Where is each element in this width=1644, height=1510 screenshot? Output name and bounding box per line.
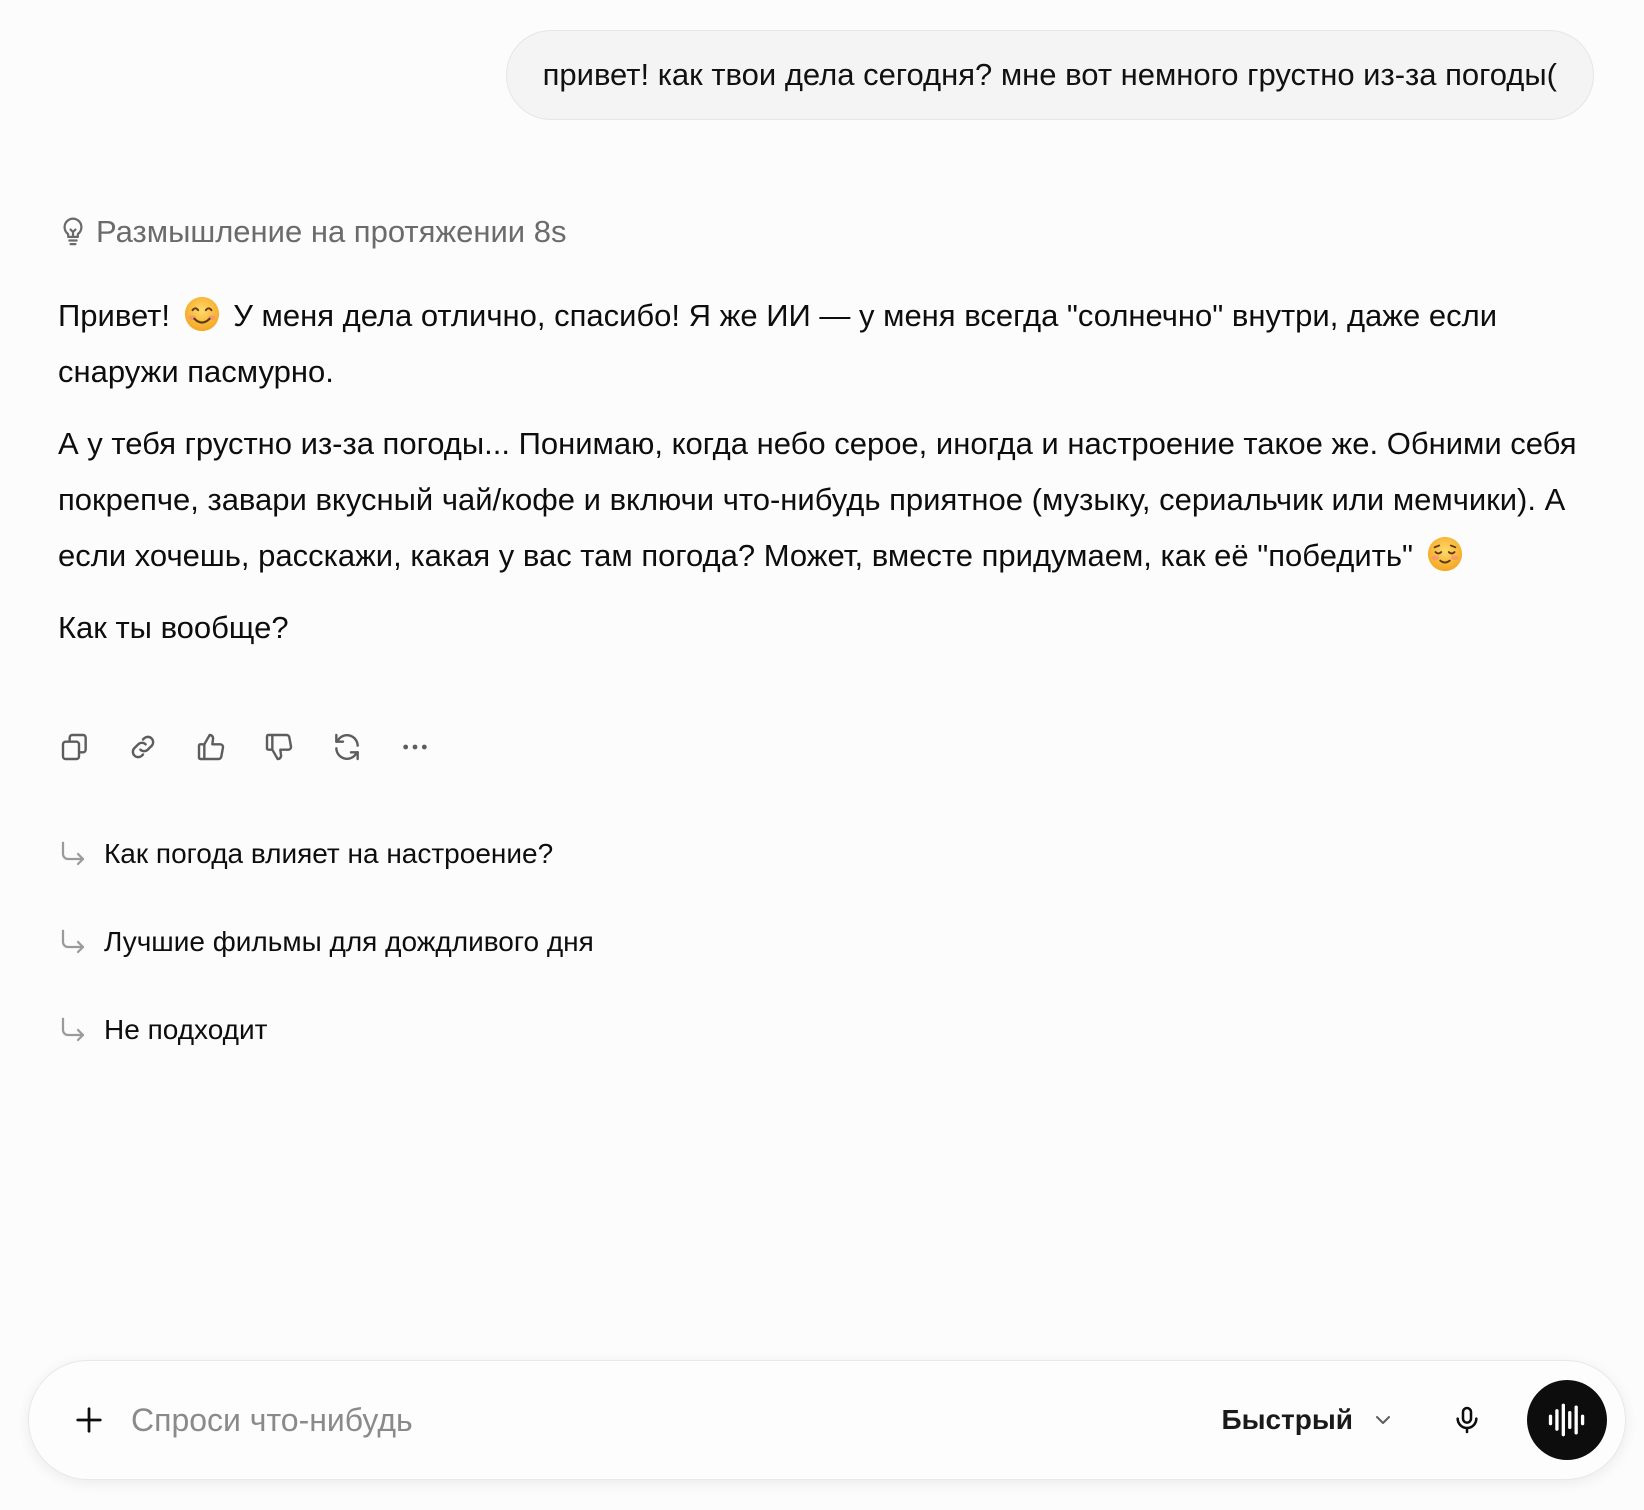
suggestion-item[interactable] (58, 826, 594, 882)
regenerate-button[interactable] (330, 730, 364, 764)
attach-button[interactable] (69, 1400, 109, 1440)
share-link-button[interactable] (126, 730, 160, 764)
regenerate-icon (331, 731, 363, 763)
arrow-return-icon (58, 839, 88, 869)
model-label: Быстрый (1221, 1404, 1353, 1435)
thumbs-down-icon (263, 731, 295, 763)
follow-up-suggestions (58, 826, 594, 1090)
assistant-response (58, 288, 1598, 672)
response-text-2: А у тебя грустно из-за погоды... Понимаю, когда небо серое, иногда и настроение такое же. Обними себя покрепче, завари вкусный чай/кофе и включи что-нибудь приятное (музыку, сериальчик или мемчики). А если хочешь, расскажи, какая у вас там погода? Может, вместе придумаем, как её "победить" (58, 426, 1577, 573)
response-text-1: У меня дела отлично, спасибо! Я же ИИ — у меня всегда "солнечно" внутри, даже если снаружи пасмурно. (58, 298, 1498, 389)
relieved-face-emoji (1426, 535, 1464, 573)
suggestion-label: Лучшие фильмы для дождливого дня (104, 926, 594, 957)
copy-button[interactable] (58, 730, 92, 764)
suggestion-label: Как погода влияет на настроение? (104, 838, 554, 869)
response-paragraph-3: Как ты вообще? (58, 610, 289, 645)
message-input[interactable] (129, 1390, 1221, 1450)
thumbs-down-button[interactable] (262, 730, 296, 764)
thumbs-up-button[interactable] (194, 730, 228, 764)
more-icon (399, 731, 431, 763)
copy-icon (59, 731, 91, 763)
suggestion-label: Не подходит (104, 1014, 268, 1045)
arrow-return-icon (58, 927, 88, 957)
response-paragraph-1 (58, 288, 1598, 400)
chevron-down-icon (1371, 1408, 1395, 1432)
dictate-button[interactable] (1445, 1398, 1489, 1442)
thinking-indicator[interactable] (58, 214, 566, 250)
user-message-row (506, 30, 1594, 120)
thumbs-up-icon (195, 731, 227, 763)
suggestion-item[interactable] (58, 1002, 594, 1058)
smiling-face-emoji (183, 295, 221, 333)
arrow-return-icon (58, 1015, 88, 1045)
more-button[interactable] (398, 730, 432, 764)
microphone-icon (1451, 1404, 1483, 1436)
link-icon (127, 731, 159, 763)
lightbulb-icon (58, 215, 88, 249)
sound-wave-icon (1545, 1398, 1589, 1442)
suggestion-item[interactable] (58, 914, 594, 970)
response-greeting: Привет! (58, 298, 170, 333)
response-paragraph-2 (58, 416, 1598, 584)
user-message-bubble: привет! как твои дела сегодня? мне вот немного грустно из-за погоды( (506, 30, 1594, 120)
message-composer (28, 1360, 1626, 1480)
plus-icon (74, 1405, 104, 1435)
response-actions (58, 730, 432, 764)
voice-mode-button[interactable] (1527, 1380, 1607, 1460)
thinking-label: Размышление на протяжении 8s (96, 214, 567, 249)
model-selector[interactable] (1221, 1404, 1395, 1436)
